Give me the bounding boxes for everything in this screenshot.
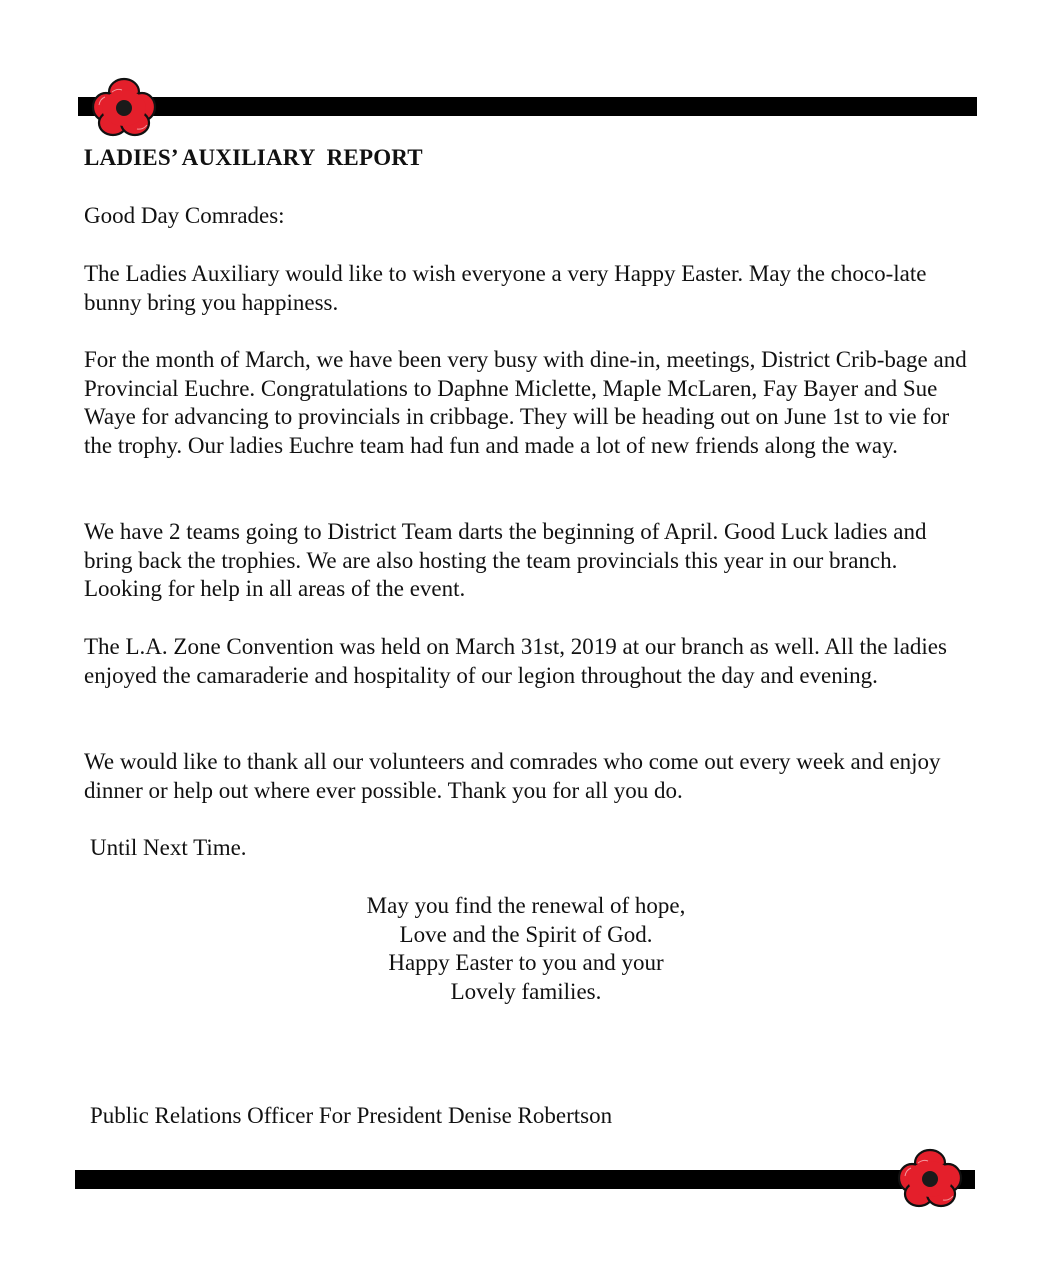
closing-line: Until Next Time.	[90, 835, 247, 860]
bottom-divider-bar	[75, 1170, 975, 1189]
paragraph-thanks: We would like to thank all our volunteers and comrades who come out every week and enjoy dinner or help out where ever possible. Thank you for all you do.	[84, 749, 941, 803]
paragraph-zone-convention: The L.A. Zone Convention was held on March 31st, 2019 at our branch as well. All the ladies enjoyed the camaraderie and hospitality of our legion throughout the day and evening.	[84, 634, 947, 688]
poem-line: Lovely families.	[450, 979, 602, 1005]
paragraph-march-activities: For the month of March, we have been very busy with dine-in, meetings, District Crib-bage and Provincial Euchre. Congratulations to Daphne Miclette, Maple McLaren, Fay Bayer and Sue Waye for advancing to provincials in cribbage. They will be heading out on June 1st to vie for the trophy. Our ladies Euchre team had fun and made a lot of new friends along the way.	[84, 347, 967, 459]
poem-line: Happy Easter to you and your	[388, 950, 664, 976]
paragraph-district-darts: We have 2 teams going to District Team darts the beginning of April. Good Luck ladies and bring back the trophies. We are also hosting the team provincials this year in our branch. Looking for help in all areas of the event.	[84, 519, 927, 602]
top-divider-bar	[78, 97, 977, 116]
poppy-icon	[91, 77, 157, 137]
poem-line: May you find the renewal of hope,	[366, 893, 686, 918]
easter-poem	[300, 892, 752, 1007]
report-title: LADIES’ AUXILIARY REPORT	[84, 145, 423, 170]
poppy-icon	[897, 1148, 963, 1208]
paragraph-easter-wishes: The Ladies Auxiliary would like to wish everyone a very Happy Easter. May the choco-late bunny bring you happiness.	[84, 261, 927, 315]
signature-line: Public Relations Officer For President Denise Robertson	[90, 1103, 613, 1128]
greeting: Good Day Comrades:	[84, 203, 285, 228]
poem-line: Love and the Spirit of God.	[399, 921, 653, 947]
